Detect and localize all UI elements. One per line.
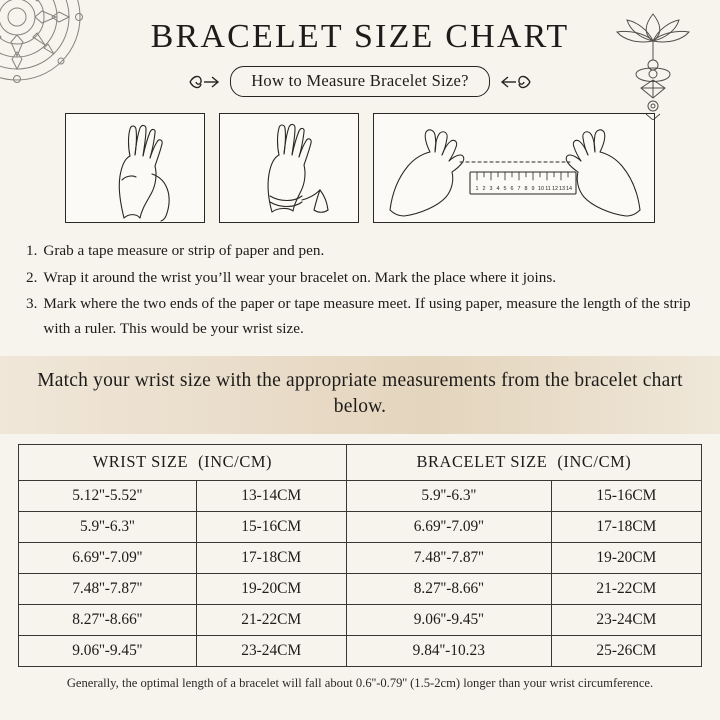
footnote: Generally, the optimal length of a bracelet will fall about 0.6''-0.79'' (1.5-2cm) longer than your wrist circumference. [66, 676, 654, 691]
page-title: BRACELET SIZE CHART [150, 18, 570, 55]
instruction-step [26, 239, 694, 264]
cell-bracelet-inch: 9.06''-9.45'' [346, 605, 551, 636]
cell-bracelet-cm: 15-16CM [551, 481, 701, 512]
cell-wrist-cm: 15-16CM [196, 512, 346, 543]
svg-text:14: 14 [566, 186, 572, 192]
cell-bracelet-inch: 5.9''-6.3'' [346, 481, 551, 512]
step-text: Grab a tape measure or strip of paper and pen. [43, 242, 325, 259]
cell-wrist-cm: 21-22CM [196, 605, 346, 636]
header-wrist-size [19, 445, 347, 481]
step-text: Mark where the two ends of the paper or tape measure meet. If using paper, measure the length of the strip with a ruler. This would be your wrist size. [43, 295, 691, 337]
flourish-left-icon [188, 71, 222, 93]
instruction-steps [26, 239, 694, 342]
table-head [19, 445, 702, 481]
cell-bracelet-inch: 6.69''-7.09'' [346, 512, 551, 543]
flourish-right-icon [498, 71, 532, 93]
cell-bracelet-cm: 21-22CM [551, 574, 701, 605]
illustration-hand-with-tape-measure [65, 113, 205, 223]
svg-text:11: 11 [545, 186, 551, 192]
header-wrist-size-label: WRIST SIZE [92, 452, 189, 472]
cell-bracelet-cm: 17-18CM [551, 512, 701, 543]
step-text: Wrap it around the wrist you’ll wear your bracelet on. Mark the place where it joins. [43, 268, 557, 286]
cell-wrist-cm: 13-14CM [196, 481, 346, 512]
match-banner: Match your wrist size with the appropriate measurements from the bracelet chart below. [0, 356, 720, 435]
cell-wrist-inch: 8.27''-8.66'' [19, 605, 197, 636]
cell-bracelet-inch: 7.48''-7.87'' [346, 543, 551, 574]
cell-wrist-cm: 23-24CM [196, 636, 346, 667]
subtitle-row [0, 66, 720, 97]
illustration-hand-wrapping-wrist [219, 113, 359, 223]
step-number: 1. [26, 242, 38, 259]
table-row [19, 543, 702, 574]
table-row [19, 605, 702, 636]
table-body [19, 481, 702, 667]
illustration-row [0, 113, 720, 223]
svg-text:10: 10 [538, 186, 544, 192]
svg-text:12: 12 [552, 186, 558, 192]
cell-wrist-inch: 5.9''-6.3'' [19, 512, 197, 543]
table-row [19, 481, 702, 512]
instruction-step [26, 292, 694, 341]
cell-bracelet-cm: 19-20CM [551, 543, 701, 574]
cell-wrist-cm: 17-18CM [196, 543, 346, 574]
svg-text:1: 1 [475, 186, 479, 192]
svg-text:2: 2 [482, 186, 486, 192]
svg-text:5: 5 [503, 186, 507, 192]
cell-wrist-inch: 7.48''-7.87'' [19, 574, 197, 605]
cell-bracelet-cm: 23-24CM [551, 605, 701, 636]
step-number: 3. [26, 295, 38, 313]
svg-text:13: 13 [559, 186, 565, 192]
header-bracelet-size-unit: (INC/CM) [557, 452, 632, 472]
illustration-measuring-strip-with-ruler [373, 113, 655, 223]
header-wrist-size-unit: (INC/CM) [198, 452, 273, 472]
size-table-wrapper [18, 444, 702, 667]
cell-bracelet-cm: 25-26CM [551, 636, 701, 667]
subtitle-pill: How to Measure Bracelet Size? [230, 66, 490, 97]
svg-text:3: 3 [489, 186, 493, 192]
cell-wrist-inch: 9.06''-9.45'' [19, 636, 197, 667]
cell-wrist-inch: 6.69''-7.09'' [19, 543, 197, 574]
header-bracelet-size-label: BRACELET SIZE [416, 452, 548, 472]
svg-text:6: 6 [510, 186, 514, 192]
table-row [19, 512, 702, 543]
svg-text:8: 8 [524, 186, 528, 192]
svg-text:7: 7 [517, 186, 521, 192]
size-table [18, 444, 702, 667]
cell-bracelet-inch: 9.84''-10.23 [346, 636, 551, 667]
cell-wrist-inch: 5.12''-5.52'' [19, 481, 197, 512]
table-header-row [19, 445, 702, 481]
cell-bracelet-inch: 8.27''-8.66'' [346, 574, 551, 605]
ruler-tick-labels [476, 186, 573, 192]
svg-text:4: 4 [496, 186, 500, 192]
header-bracelet-size [346, 445, 701, 481]
cell-wrist-cm: 19-20CM [196, 574, 346, 605]
svg-text:9: 9 [531, 186, 535, 192]
table-row [19, 574, 702, 605]
step-number: 2. [26, 268, 38, 286]
instruction-step [26, 266, 694, 291]
table-row [19, 636, 702, 667]
